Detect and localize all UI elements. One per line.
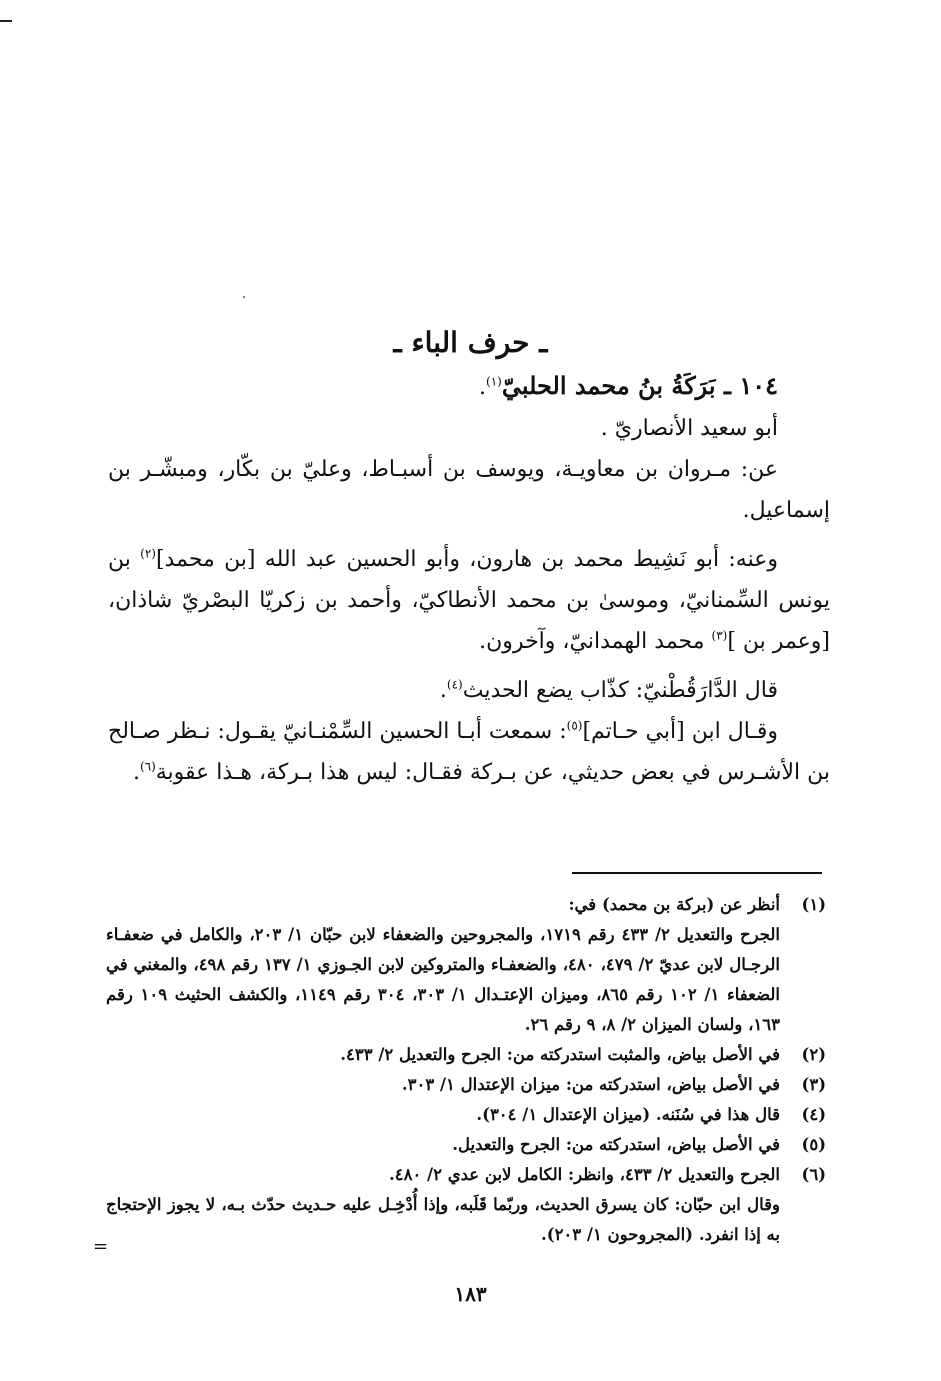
chapter-heading: ـ حرف الباء ـ (393, 326, 548, 359)
footnote-number: (٤) (801, 1105, 826, 1124)
footnote-ref-6: (٦) (139, 759, 156, 774)
footnote-ref-2: (٢) (140, 546, 156, 561)
footnote-3 (106, 1070, 826, 1100)
footnote-ref-5: (٥) (566, 718, 583, 733)
footnote-1 (106, 890, 826, 1040)
footnote-text: أنظر عن (بركة بن محمد) في: (568, 895, 780, 914)
entry-kunya: أبو سعيد الأنصاريّ . (600, 416, 778, 441)
footnote-number: (٥) (801, 1135, 826, 1154)
footnote-text: الجرح والتعديل ٢/ ٤٣٣، وانظر: الكامل لابن عدي ٢/ ٤٨٠. (388, 1165, 780, 1184)
entry-title: ١٠٤ ـ بَرَكَةُ بنُ محمد الحلبيّ (501, 371, 778, 400)
footnote-text: في الأصل بياض، والمثبت استدركته من: الجرح والتعديل ٢/ ٤٣٣. (340, 1045, 780, 1064)
footnote-4 (106, 1100, 826, 1130)
footnote-continuation: الجرح والتعديل ٢/ ٤٣٣ رقم ١٧١٩، والمجروحين والضعفاء لابن حبّان ١/ ٢٠٣، والكامل في ضعفـاء الرجـال لابن عديّ ٢/ ٤٧٩، ٤٨٠، والضعفـاء والمتروكين لابن الجـوزي ١/ ١٣٧ رقم ٤٩٨، والمغني في الضعفاء ١/ ١٠٢ رقم ٨٦٥، وميزان الإعتـدال ١/ ٣٠٣، ٣٠٤ رقم ١١٤٩، والكشف الحثيث ١٠٩ رقم ١٦٣، ولسان الميزان ٢/ ٨، ٩ رقم ٢٦. (106, 925, 780, 1034)
scan-speck (243, 296, 245, 298)
footnote-number: (١) (801, 895, 826, 914)
footnote-number: (٢) (801, 1045, 826, 1064)
footnote-5 (106, 1130, 826, 1160)
footnote-ref-3: (٣) (711, 628, 728, 643)
footnotes (106, 890, 826, 1250)
entry-students: وعنه: أبو نَشِيط محمد بن هارون، وأبو الحسين عبد الله [بن محمد]$^{(٢)}$ بن يونس السِّمنانيّ، وموسىٰ بن محمد الأنطاكيّ، وأحمد بن زكريّا البصْريّ شاذان، [وعمر بن ]$^{(٣)}$ محمد الهمدانيّ، وآخرون. (108, 546, 830, 654)
footnote-text: في الأصل بياض، استدركته من: ميزان الإعتدال ١/ ٣٠٣. (401, 1075, 780, 1094)
page-number: ١٨٣ (454, 1282, 487, 1306)
footnote-2 (106, 1040, 826, 1070)
margin-mark: = (93, 1236, 109, 1257)
footnote-ref-4: (٤) (446, 677, 463, 692)
entry-teachers: عن: مـروان بن معاويـة، ويوسف بن أسبـاط، وعليّ بن بكّار، ومبشّـر بن إسماعيل. (108, 457, 830, 523)
footnote-6 (106, 1160, 826, 1250)
daraqutni-statement: قال الدَّارَقُطْنيّ: كذّاب يضع الحديث$^{(٤)}$. (439, 677, 778, 703)
footnote-text: في الأصل بياض، استدركته من: الجرح والتعديل. (452, 1135, 780, 1154)
footnote-number: (٦) (801, 1165, 826, 1184)
footnote-separator (572, 872, 822, 874)
entry-title-line: ١٠٤ ـ بَرَكَةُ بنُ محمد الحلبيّ$^{(١)}$. (479, 371, 778, 400)
footnote-ref-1: (١) (486, 374, 502, 389)
footnote-number: (٣) (801, 1075, 826, 1094)
entry-body (108, 365, 830, 793)
scan-corner-mark (0, 20, 12, 22)
footnote-text: قال هذا في سُنَنه. (ميزان الإعتدال ١/ ٣٠٤). (476, 1105, 780, 1124)
footnote-continuation: وقال ابن حبّان: كان يسرق الحديث، وربّما قَلَبه، وإذا أُدْخِـل عليه حـديث حدّث بـه، لا يجوز الإحتجاج به إذا انفرد. (المجروحون ١/ ٢٠٣). (106, 1195, 780, 1244)
ibn-abi-hatim-statement: وقـال ابن [أبي حـاتم]$^{(٥)}$: سمعت أبـا الحسين السِّمْنـانيّ يقـول: نـظر صـالح بن الأشـرس في بعض حديثي، عن بـركة فقـال: ليس هذا بـركة، هـذا عقوبة$^{(٦)}$. (108, 718, 830, 785)
